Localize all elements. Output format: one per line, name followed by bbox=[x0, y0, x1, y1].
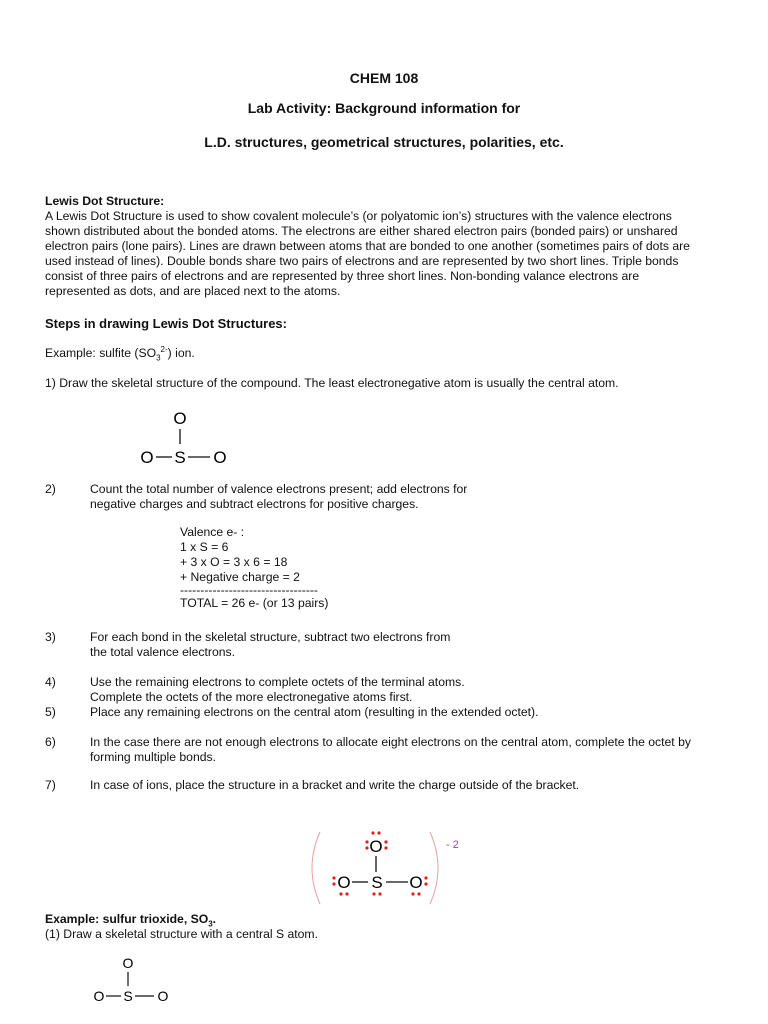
skeleton2-right-atom: O bbox=[157, 988, 169, 1004]
skeleton-top-atom: O bbox=[173, 409, 187, 428]
paragraph-line: A Lewis Dot Structure is used to show covalent molecule’s (or polyatomic ion’s) structures with the valence electrons bbox=[45, 209, 672, 223]
step-line: In the case there are not enough electrons to allocate eight electrons on the central atom, complete the octet by bbox=[90, 735, 691, 749]
example-sulfur-trioxide bbox=[45, 912, 216, 927]
example2-suffix: . bbox=[212, 912, 217, 926]
lab-subtitle: L.D. structures, geometrical structures, polarities, etc. bbox=[204, 134, 564, 150]
step-line: Count the total number of valence electrons present; add electrons for bbox=[90, 482, 468, 496]
step-7-text: In case of ions, place the structure in a bracket and write the charge outside of the bracket. bbox=[90, 778, 580, 792]
example-subscript: 3 bbox=[156, 353, 161, 363]
valence-calculation bbox=[180, 525, 328, 611]
step-6-text bbox=[90, 735, 730, 765]
skeleton-right-atom: O bbox=[213, 448, 227, 467]
ion-charge: - 2 bbox=[446, 839, 459, 851]
left-bracket bbox=[312, 832, 320, 904]
paragraph-line: used instead of lines). Double bonds share two pairs of electrons and are represented by two short lines. Triple bonds bbox=[45, 254, 679, 268]
course-title: CHEM 108 bbox=[349, 70, 419, 86]
step-4-number: 4) bbox=[45, 675, 56, 689]
paragraph-line: electron pairs (lone pairs). Lines are drawn between atoms that are bonded to one another (sometimes pairs of dots are bbox=[45, 239, 690, 253]
lewis-heading: Lewis Dot Structure: bbox=[45, 194, 165, 208]
example2-step-1: (1) Draw a skeletal structure with a central S atom. bbox=[45, 927, 318, 941]
step-2-number: 2) bbox=[45, 482, 56, 496]
example-sulfite bbox=[45, 346, 195, 361]
example2-subscript: 3 bbox=[208, 919, 213, 929]
example-prefix: Example: sulfite (SO bbox=[45, 346, 157, 360]
step-line: Complete the octets of the more electronegative atoms first. bbox=[90, 690, 413, 704]
step-5-number: 5) bbox=[45, 705, 56, 719]
calc-line: + Negative charge = 2 bbox=[180, 570, 300, 584]
paragraph-line: consist of three pairs of electrons and are represented by three short lines. Non-bonding valance electrons are bbox=[45, 269, 640, 283]
skeleton-center-atom: S bbox=[174, 448, 186, 467]
step-7-number: 7) bbox=[45, 778, 56, 792]
step-line: negative charges and subtract electrons for positive charges. bbox=[90, 497, 419, 511]
step-2-text bbox=[90, 482, 467, 512]
ion-center-atom: S bbox=[371, 873, 383, 892]
calc-line: 1 x S = 6 bbox=[180, 540, 229, 554]
step-5-text: Place any remaining electrons on the central atom (resulting in the extended octet). bbox=[90, 705, 539, 719]
step-1-text: 1) Draw the skeletal structure of the compound. The least electronegative atom is usually the central atom. bbox=[45, 376, 619, 390]
paragraph-line: represented as dots, and are placed next to the atoms. bbox=[45, 284, 341, 298]
step-line: Use the remaining electrons to complete octets of the terminal atoms. bbox=[90, 675, 465, 689]
step-6-number: 6) bbox=[45, 735, 56, 749]
ion-right-atom: O bbox=[409, 873, 423, 892]
calc-line: + 3 x O = 3 x 6 = 18 bbox=[180, 555, 288, 569]
step-line: For each bond in the skeletal structure, subtract two electrons from bbox=[90, 630, 451, 644]
sulfur-trioxide-skeleton-diagram bbox=[88, 950, 178, 1006]
lewis-paragraph bbox=[45, 209, 735, 299]
calc-separator: ---------------------------------- bbox=[180, 583, 318, 597]
right-bracket bbox=[430, 832, 438, 904]
step-line: the total valence electrons. bbox=[90, 645, 235, 659]
step-4-text bbox=[90, 675, 465, 705]
skeleton2-center-atom: S bbox=[123, 988, 133, 1004]
step-3-text bbox=[90, 630, 450, 660]
step-line: forming multiple bonds. bbox=[90, 750, 216, 764]
example2-prefix: Example: sulfur trioxide, SO bbox=[45, 912, 209, 926]
lone-pair-dots bbox=[372, 892, 381, 895]
calc-line: Valence e- : bbox=[180, 525, 245, 539]
steps-heading: Steps in drawing Lewis Dot Structures: bbox=[45, 316, 287, 331]
sulfite-skeleton-diagram bbox=[130, 402, 240, 474]
skeleton2-left-atom: O bbox=[93, 988, 105, 1004]
skeleton2-top-atom: O bbox=[122, 955, 134, 971]
lab-title: Lab Activity: Background information for bbox=[247, 100, 521, 116]
example-suffix: ) ion. bbox=[167, 346, 195, 360]
sulfite-ion-lewis-diagram bbox=[300, 826, 470, 910]
paragraph-line: shown distributed about the bonded atoms. The electrons are either shared electron pairs (bonded pairs) or unshared bbox=[45, 224, 678, 238]
ion-left-atom: O bbox=[337, 873, 351, 892]
step-3-number: 3) bbox=[45, 630, 56, 644]
example-superscript: 2- bbox=[160, 344, 168, 354]
skeleton-left-atom: O bbox=[140, 448, 154, 467]
calc-total: TOTAL = 26 e- (or 13 pairs) bbox=[180, 596, 329, 610]
ion-top-atom: O bbox=[369, 837, 383, 856]
